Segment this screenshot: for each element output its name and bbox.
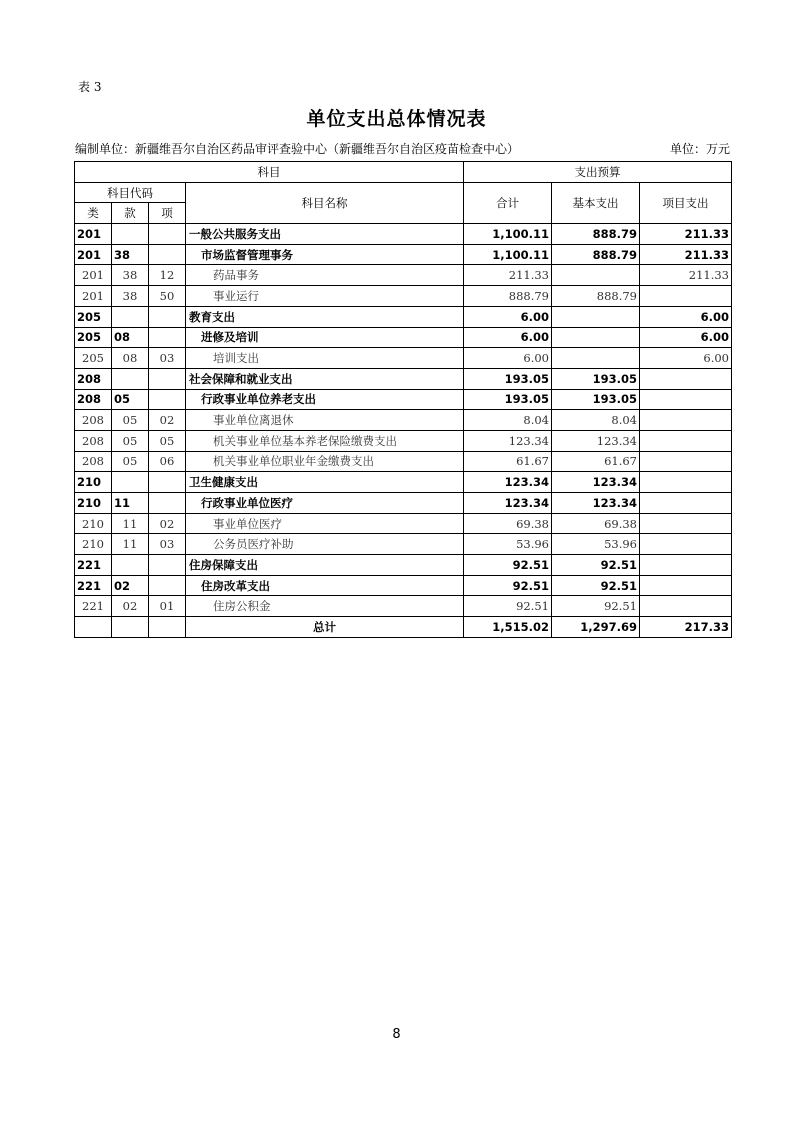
code-xiang-cell: 05: [149, 430, 186, 451]
basic-cell: 193.05: [552, 389, 640, 410]
page-title: 单位支出总体情况表: [306, 108, 487, 130]
subject-name-cell: 行政事业单位医疗: [186, 493, 464, 514]
code-xiang-cell: 06: [149, 451, 186, 472]
code-xiang-cell: [149, 327, 186, 348]
table-row: [75, 224, 732, 245]
table-number: 表 3: [78, 80, 102, 94]
project-cell: 211.33: [640, 244, 732, 265]
subject-name-cell: 住房公积金: [186, 596, 464, 617]
project-cell: 211.33: [640, 224, 732, 245]
header-total: 合计: [464, 182, 552, 223]
basic-cell: 8.04: [552, 410, 640, 431]
code-xiang-cell: [149, 389, 186, 410]
header-basic: 基本支出: [552, 182, 640, 223]
total-cell: 123.34: [464, 493, 552, 514]
total-cell: 123.34: [464, 430, 552, 451]
code-xiang-cell: [149, 555, 186, 576]
code-lei-cell: 221: [75, 575, 112, 596]
project-cell: 6.00: [640, 327, 732, 348]
code-kuan-cell: 11: [112, 493, 149, 514]
basic-cell: 888.79: [552, 244, 640, 265]
table-row: [75, 430, 732, 451]
code-lei-cell: 210: [75, 472, 112, 493]
code-kuan-cell: 02: [112, 575, 149, 596]
total-label: 总计: [186, 617, 464, 638]
code-lei-cell: 208: [75, 451, 112, 472]
basic-cell: 61.67: [552, 451, 640, 472]
table-row: [75, 410, 732, 431]
total-xiang-cell: [149, 617, 186, 638]
table-row: [75, 265, 732, 286]
project-cell: [640, 534, 732, 555]
table-row: [75, 451, 732, 472]
code-kuan-cell: 05: [112, 430, 149, 451]
total-cell: 6.00: [464, 327, 552, 348]
code-lei-cell: 208: [75, 430, 112, 451]
basic-cell: 53.96: [552, 534, 640, 555]
total-cell: 92.51: [464, 575, 552, 596]
basic-cell: [552, 348, 640, 369]
code-lei-cell: 210: [75, 493, 112, 514]
total-project: 217.33: [640, 617, 732, 638]
total-cell: 193.05: [464, 368, 552, 389]
subject-name-cell: 市场监督管理事务: [186, 244, 464, 265]
total-cell: 211.33: [464, 265, 552, 286]
subject-name-cell: 事业单位医疗: [186, 513, 464, 534]
code-lei-cell: 205: [75, 306, 112, 327]
code-kuan-cell: [112, 472, 149, 493]
total-cell: 888.79: [464, 286, 552, 307]
code-kuan-cell: 08: [112, 348, 149, 369]
basic-cell: 123.34: [552, 472, 640, 493]
project-cell: [640, 430, 732, 451]
total-cell: 69.38: [464, 513, 552, 534]
basic-cell: 92.51: [552, 575, 640, 596]
project-cell: [640, 410, 732, 431]
code-xiang-cell: [149, 306, 186, 327]
table-row: [75, 244, 732, 265]
project-cell: [640, 389, 732, 410]
code-xiang-cell: [149, 244, 186, 265]
subject-name-cell: 卫生健康支出: [186, 472, 464, 493]
code-lei-cell: 205: [75, 327, 112, 348]
project-cell: 6.00: [640, 306, 732, 327]
table-row: [75, 596, 732, 617]
code-lei-cell: 201: [75, 265, 112, 286]
total-cell: 61.67: [464, 451, 552, 472]
unit-label: 单位：万元: [669, 142, 730, 156]
code-kuan-cell: [112, 306, 149, 327]
table-row: [75, 493, 732, 514]
table-row: [75, 575, 732, 596]
code-xiang-cell: 02: [149, 410, 186, 431]
header-code: 科目代码: [75, 182, 186, 203]
expenditure-table: [74, 161, 732, 638]
code-xiang-cell: [149, 493, 186, 514]
code-kuan-cell: 38: [112, 286, 149, 307]
code-lei-cell: 221: [75, 596, 112, 617]
table-row: [75, 306, 732, 327]
code-lei-cell: 208: [75, 410, 112, 431]
code-xiang-cell: 02: [149, 513, 186, 534]
code-kuan-cell: 05: [112, 389, 149, 410]
code-kuan-cell: 08: [112, 327, 149, 348]
project-cell: [640, 472, 732, 493]
basic-cell: 123.34: [552, 493, 640, 514]
total-cell: 8.04: [464, 410, 552, 431]
basic-cell: 888.79: [552, 286, 640, 307]
code-lei-cell: 210: [75, 534, 112, 555]
total-cell: 1,100.11: [464, 244, 552, 265]
code-lei-cell: 205: [75, 348, 112, 369]
code-xiang-cell: 03: [149, 348, 186, 369]
code-xiang-cell: [149, 368, 186, 389]
meta-line: [75, 140, 730, 156]
total-cell: 1,100.11: [464, 224, 552, 245]
project-cell: 211.33: [640, 265, 732, 286]
subject-name-cell: 教育支出: [186, 306, 464, 327]
basic-cell: 69.38: [552, 513, 640, 534]
header-name: 科目名称: [186, 182, 464, 223]
code-kuan-cell: 02: [112, 596, 149, 617]
subject-name-cell: 药品事务: [186, 265, 464, 286]
total-cell: 193.05: [464, 389, 552, 410]
code-kuan-cell: [112, 224, 149, 245]
subject-name-cell: 行政事业单位养老支出: [186, 389, 464, 410]
table-row: [75, 513, 732, 534]
basic-cell: 123.34: [552, 430, 640, 451]
project-cell: [640, 286, 732, 307]
code-kuan-cell: 11: [112, 513, 149, 534]
organization-label: 编制单位：新疆维吾尔自治区药品审评查验中心（新疆维吾尔自治区疫苗检查中心）: [75, 142, 520, 156]
basic-cell: 888.79: [552, 224, 640, 245]
project-cell: [640, 513, 732, 534]
code-kuan-cell: 11: [112, 534, 149, 555]
subject-name-cell: 事业单位离退休: [186, 410, 464, 431]
subject-name-cell: 事业运行: [186, 286, 464, 307]
project-cell: 6.00: [640, 348, 732, 369]
code-kuan-cell: 05: [112, 410, 149, 431]
code-lei-cell: 201: [75, 244, 112, 265]
total-basic: 1,297.69: [552, 617, 640, 638]
table-body: [75, 224, 732, 617]
total-cell: 53.96: [464, 534, 552, 555]
basic-cell: 92.51: [552, 596, 640, 617]
header-subject: 科目: [75, 162, 464, 183]
code-lei-cell: 208: [75, 389, 112, 410]
code-xiang-cell: [149, 472, 186, 493]
project-cell: [640, 493, 732, 514]
basic-cell: [552, 306, 640, 327]
subject-name-cell: 机关事业单位基本养老保险缴费支出: [186, 430, 464, 451]
table-row: [75, 389, 732, 410]
subject-name-cell: 社会保障和就业支出: [186, 368, 464, 389]
subject-name-cell: 培训支出: [186, 348, 464, 369]
table-row: [75, 472, 732, 493]
code-lei-cell: 201: [75, 286, 112, 307]
basic-cell: [552, 265, 640, 286]
total-cell: 92.51: [464, 596, 552, 617]
code-xiang-cell: 12: [149, 265, 186, 286]
header-lei: 类: [75, 203, 112, 224]
subject-name-cell: 住房保障支出: [186, 555, 464, 576]
code-kuan-cell: [112, 555, 149, 576]
table-row: [75, 286, 732, 307]
total-cell: 6.00: [464, 306, 552, 327]
total-lei-cell: [75, 617, 112, 638]
code-lei-cell: 221: [75, 555, 112, 576]
subject-name-cell: 公务员医疗补助: [186, 534, 464, 555]
total-cell: 92.51: [464, 555, 552, 576]
code-lei-cell: 208: [75, 368, 112, 389]
total-cell: 6.00: [464, 348, 552, 369]
table-row: [75, 555, 732, 576]
code-kuan-cell: 38: [112, 265, 149, 286]
subject-name-cell: 机关事业单位职业年金缴费支出: [186, 451, 464, 472]
table-row: [75, 348, 732, 369]
basic-cell: [552, 327, 640, 348]
subject-name-cell: 进修及培训: [186, 327, 464, 348]
code-xiang-cell: 50: [149, 286, 186, 307]
code-kuan-cell: 38: [112, 244, 149, 265]
total-kuan-cell: [112, 617, 149, 638]
project-cell: [640, 596, 732, 617]
total-amount: 1,515.02: [464, 617, 552, 638]
table-row: [75, 327, 732, 348]
project-cell: [640, 451, 732, 472]
code-xiang-cell: 01: [149, 596, 186, 617]
basic-cell: 193.05: [552, 368, 640, 389]
subject-name-cell: 住房改革支出: [186, 575, 464, 596]
subject-name-cell: 一般公共服务支出: [186, 224, 464, 245]
code-lei-cell: 210: [75, 513, 112, 534]
code-xiang-cell: [149, 575, 186, 596]
project-cell: [640, 575, 732, 596]
header-kuan: 款: [112, 203, 149, 224]
project-cell: [640, 555, 732, 576]
code-kuan-cell: [112, 368, 149, 389]
basic-cell: 92.51: [552, 555, 640, 576]
code-xiang-cell: [149, 224, 186, 245]
header-budget: 支出预算: [464, 162, 732, 183]
code-lei-cell: 201: [75, 224, 112, 245]
total-row: [75, 617, 732, 638]
table-row: [75, 368, 732, 389]
header-project: 项目支出: [640, 182, 732, 223]
project-cell: [640, 368, 732, 389]
code-kuan-cell: 05: [112, 451, 149, 472]
page-number: 8: [392, 1027, 401, 1042]
header-xiang: 项: [149, 203, 186, 224]
table-row: [75, 534, 732, 555]
total-cell: 123.34: [464, 472, 552, 493]
code-xiang-cell: 03: [149, 534, 186, 555]
